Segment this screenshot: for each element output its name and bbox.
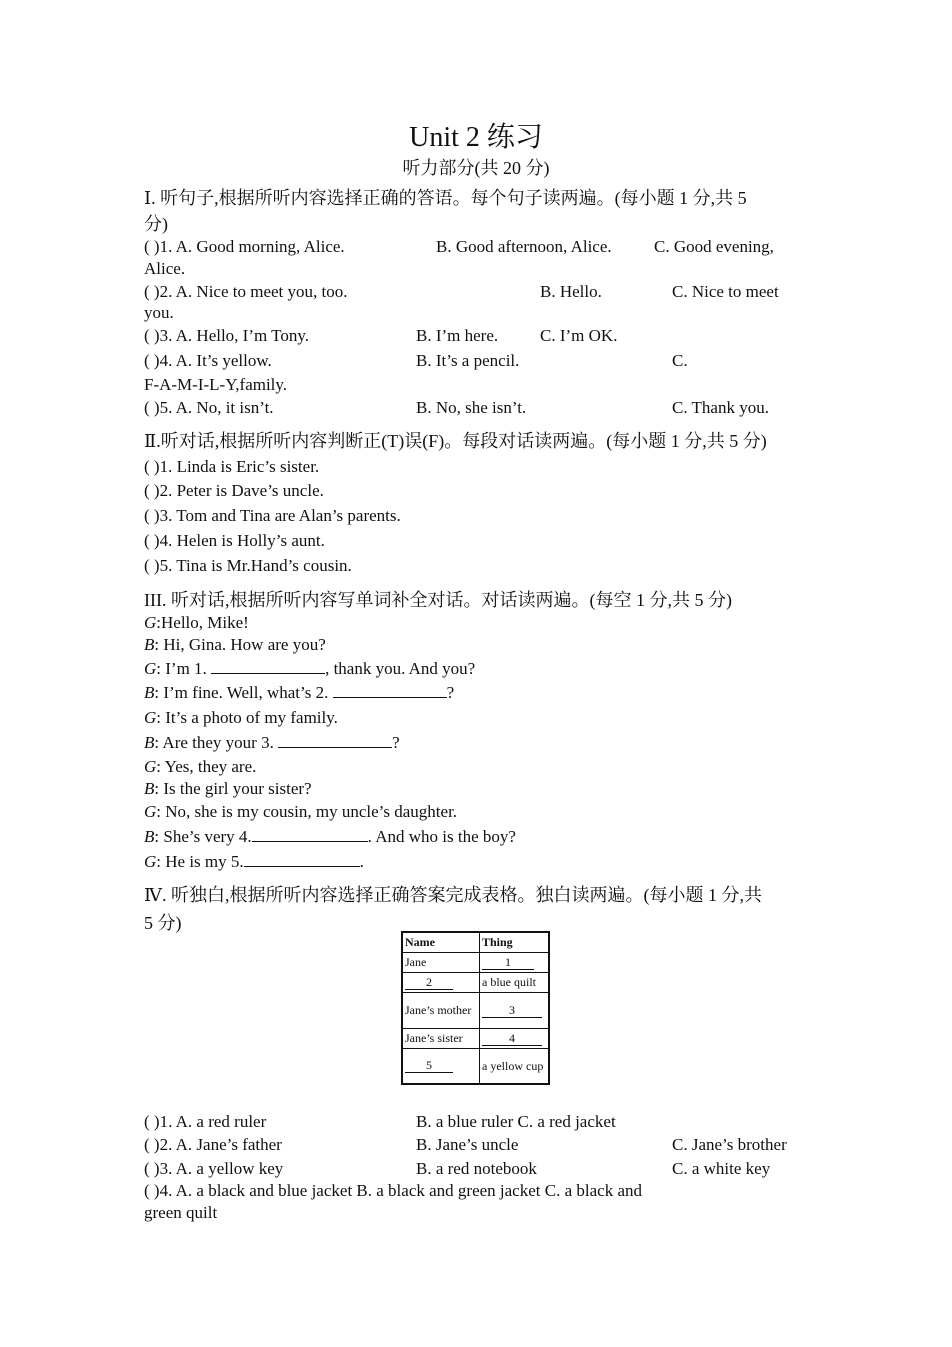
s1-q2: ( )2. A. Nice to meet you, too. bbox=[144, 282, 348, 301]
s1-q2-c: C. Nice to meet bbox=[672, 282, 779, 301]
s4-q4-wrap: green quilt bbox=[144, 1203, 218, 1222]
table-cell: Jane’s sister bbox=[402, 1028, 480, 1048]
s1-q2-b: B. Hello. bbox=[540, 282, 602, 301]
answer-blank-2[interactable] bbox=[333, 696, 447, 698]
s4-q3-c: C. a white key bbox=[672, 1159, 771, 1178]
answer-blank-3[interactable] bbox=[278, 746, 392, 748]
section1-header: Ⅰ. 听句子,根据所听内容选择正确的答语。每个句子读两遍。(每小题 1 分,共 5 bbox=[144, 188, 747, 208]
s1-q4-wrap: F-A-M-I-L-Y,family. bbox=[144, 375, 288, 394]
dialog-line: G: It’s a photo of my family. bbox=[144, 708, 338, 727]
table-cell: 1 bbox=[480, 952, 550, 972]
page-subtitle: 听力部分(共 20 分) bbox=[402, 158, 550, 178]
answer-blank-4[interactable] bbox=[252, 840, 368, 842]
section1-header-cont: 分) bbox=[144, 214, 168, 234]
table-cell: Jane’s mother bbox=[402, 992, 480, 1028]
dialog-line: B: Are they your 3. ? bbox=[144, 733, 400, 752]
table-cell: 4 bbox=[480, 1028, 550, 1048]
page-title: Unit 2 练习 bbox=[409, 122, 543, 153]
s2-q1: ( )1. Linda is Eric’s sister. bbox=[144, 457, 320, 476]
s4-q2-b: B. Jane’s uncle bbox=[416, 1135, 519, 1154]
s4-q1-b: B. a blue ruler C. a red jacket bbox=[416, 1112, 616, 1131]
s2-q5: ( )5. Tina is Mr.Hand’s cousin. bbox=[144, 556, 352, 575]
s1-q1-wrap: Alice. bbox=[144, 259, 186, 278]
s1-q2-wrap: you. bbox=[144, 303, 174, 322]
dialog-line: B: She’s very 4. . And who is the boy? bbox=[144, 827, 516, 846]
section3-header: III. 听对话,根据所听内容写单词补全对话。对话读两遍。(每空 1 分,共 5 分) bbox=[144, 590, 732, 610]
s2-q3: ( )3. Tom and Tina are Alan’s parents. bbox=[144, 506, 401, 525]
s1-q5-c: C. Thank you. bbox=[672, 398, 769, 417]
s2-q4: ( )4. Helen is Holly’s aunt. bbox=[144, 531, 325, 550]
table-cell: Jane bbox=[402, 952, 480, 972]
table-header: Name bbox=[402, 932, 480, 952]
s1-q5: ( )5. A. No, it isn’t. bbox=[144, 398, 274, 417]
table-header: Thing bbox=[480, 932, 550, 952]
table-cell: 2 bbox=[402, 972, 480, 992]
s1-q5-b: B. No, she isn’t. bbox=[416, 398, 527, 417]
s4-q2-c: C. Jane’s brother bbox=[672, 1135, 787, 1154]
dialog-line: G: No, she is my cousin, my uncle’s daughter. bbox=[144, 802, 458, 821]
s1-q3-b: B. I’m here. bbox=[416, 326, 499, 345]
dialog-line: B: Hi, Gina. How are you? bbox=[144, 635, 326, 654]
dialog-line: B: I’m fine. Well, what’s 2. ? bbox=[144, 683, 455, 702]
s4-q3-b: B. a red notebook bbox=[416, 1159, 537, 1178]
table-cell: 5 bbox=[402, 1048, 480, 1084]
dialog-line: G: Yes, they are. bbox=[144, 757, 257, 776]
s1-q4: ( )4. A. It’s yellow. bbox=[144, 351, 272, 370]
s4-q1: ( )1. A. a red ruler bbox=[144, 1112, 267, 1131]
s1-q3: ( )3. A. Hello, I’m Tony. bbox=[144, 326, 310, 345]
dialog-line: G: I’m 1. , thank you. And you? bbox=[144, 659, 476, 678]
dialog-line: G:Hello, Mike! bbox=[144, 613, 249, 632]
table-cell: a blue quilt bbox=[480, 972, 550, 992]
s1-q4-b: B. It’s a pencil. bbox=[416, 351, 520, 370]
s4-q2: ( )2. A. Jane’s father bbox=[144, 1135, 282, 1154]
s1-q4-c: C. bbox=[672, 351, 688, 370]
answer-blank-5[interactable] bbox=[244, 865, 360, 867]
s4-q3: ( )3. A. a yellow key bbox=[144, 1159, 284, 1178]
s1-q1-b: B. Good afternoon, Alice. bbox=[436, 237, 612, 256]
section2-header: Ⅱ.听对话,根据所听内容判断正(T)误(F)。每段对话读两遍。(每小题 1 分,共 5 分) bbox=[144, 431, 767, 451]
section4-header-cont: 5 分) bbox=[144, 913, 182, 933]
s1-q1: ( )1. A. Good morning, Alice. bbox=[144, 237, 345, 256]
s1-q1-c: C. Good evening, bbox=[654, 237, 774, 256]
info-table bbox=[401, 931, 550, 1085]
table-cell: a yellow cup bbox=[480, 1048, 550, 1084]
s1-q3-c: C. I’m OK. bbox=[540, 326, 618, 345]
dialog-line: B: Is the girl your sister? bbox=[144, 779, 312, 798]
section4-header: Ⅳ. 听独白,根据所听内容选择正确答案完成表格。独白读两遍。(每小题 1 分,共 bbox=[144, 885, 762, 905]
dialog-line: G: He is my 5. . bbox=[144, 852, 364, 871]
answer-blank-1[interactable] bbox=[211, 672, 325, 674]
table-cell: 3 bbox=[480, 992, 550, 1028]
s4-q4: ( )4. A. a black and blue jacket B. a black and green jacket C. a black and bbox=[144, 1181, 642, 1200]
s2-q2: ( )2. Peter is Dave’s uncle. bbox=[144, 481, 324, 500]
